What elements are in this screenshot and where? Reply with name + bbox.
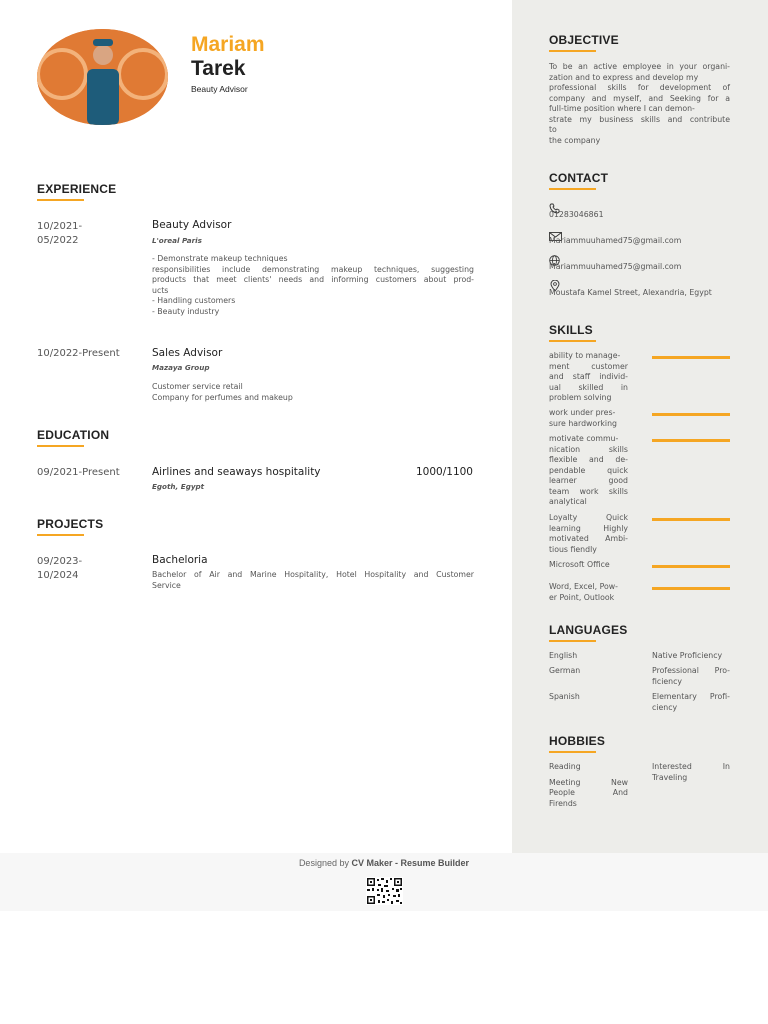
skill-line: Loyalty Quick [549, 513, 628, 522]
project-date [37, 555, 82, 583]
project-name: Bacheloria [152, 554, 208, 566]
skill-line: work under pres- [549, 408, 616, 417]
hobbies-heading: HOBBIES [549, 734, 606, 748]
language-2-name: German [549, 666, 581, 675]
description-line: - Demonstrate makeup techniques [152, 254, 288, 263]
skill-3 [549, 434, 628, 508]
experience-rule [37, 199, 84, 201]
experience-1-role: Beauty Advisor [152, 219, 232, 231]
skill-1 [549, 351, 628, 404]
footer-prefix: Designed by [298, 858, 349, 868]
skill-line: ment customer [549, 361, 628, 371]
skills-rule [549, 340, 596, 342]
language-3-level [652, 692, 730, 713]
experience-1-description [152, 254, 474, 317]
experience-2-date: 10/2022-Present [37, 348, 120, 359]
education-rule [37, 445, 84, 447]
footer-credit [0, 858, 768, 868]
skill-line: motivated Ambi- [549, 534, 628, 543]
skill-line: ability to manage- [549, 351, 621, 360]
skill-line: er Point, Outlook [549, 592, 615, 602]
skill-line: learning Highly [549, 523, 628, 533]
description-line: products that meet clients' needs and informing customers about prod- [152, 275, 474, 284]
language-3-name: Spanish [549, 692, 580, 701]
skill-line: team work skills [549, 486, 628, 496]
description-line: - Handling customers [152, 296, 236, 305]
profile-illustration [37, 29, 168, 125]
level-line: ficiency [652, 676, 683, 686]
objective-rule [549, 50, 596, 52]
objective-text [549, 62, 730, 146]
skill-bar [652, 356, 730, 359]
first-name: Mariam [191, 33, 265, 56]
project-description [152, 570, 474, 591]
skills-heading: SKILLS [549, 323, 593, 337]
contact-address: Moustafa Kamel Street, Alexandria, Egypt [549, 288, 712, 297]
hobby-line: Traveling [652, 772, 688, 782]
description-line: Customer service retail [152, 382, 243, 391]
hobbies-rule [549, 751, 596, 753]
contact-rule [549, 188, 596, 190]
last-name: Tarek [191, 57, 246, 80]
objective-line: zation and to express and develop my [549, 72, 699, 82]
description-line: Company for perfumes and makeup [152, 392, 293, 402]
hobby-line: People And [549, 788, 628, 797]
language-2-level [652, 666, 730, 687]
skill-5: Microsoft Office [549, 560, 610, 569]
skill-2 [549, 408, 628, 429]
hobby-line: Interested In [652, 762, 730, 771]
hobbies-col-1 [549, 762, 628, 809]
skill-line: ual skilled in [549, 382, 628, 392]
education-school: Airlines and seaways hospitality [152, 466, 321, 478]
hobby-line: Reading [549, 762, 581, 771]
objective-line: To be an active employee in your organi- [549, 62, 730, 71]
skill-line: pendable quick [549, 465, 628, 475]
contact-website[interactable]: Mariammuuhamed75@gmail.com [549, 262, 682, 271]
language-1-name: English [549, 651, 578, 660]
experience-heading: EXPERIENCE [37, 182, 117, 196]
date-line: 10/2021- [37, 221, 83, 232]
experience-2-role: Sales Advisor [152, 347, 223, 359]
projects-heading: PROJECTS [37, 517, 104, 531]
hobby-line: Firends [549, 798, 577, 808]
experience-2-description [152, 382, 474, 403]
education-location: Egoth, Egypt [152, 482, 205, 491]
description-line: Bachelor of Air and Marine Hospitality, Hotel Hospitality and Customer [152, 570, 474, 579]
date-line: 05/2022 [37, 235, 79, 246]
objective-heading: OBJECTIVE [549, 33, 619, 47]
languages-heading: LANGUAGES [549, 623, 628, 637]
skill-line: learner good [549, 476, 628, 485]
skill-line: and staff individ- [549, 372, 628, 381]
qr-code-icon[interactable] [366, 877, 403, 909]
experience-1-date [37, 220, 82, 248]
experience-2-company: Mazaya Group [152, 363, 210, 372]
skill-4 [549, 513, 628, 555]
date-line: 10/2024 [37, 570, 79, 581]
footer-brand-link[interactable]: CV Maker - Resume Builder [351, 858, 470, 868]
projects-rule [37, 534, 84, 536]
hobbies-col-2 [652, 762, 730, 783]
objective-line: company and myself, and Seeking for a [549, 93, 730, 103]
objective-line: full-time position where I can demon- [549, 104, 695, 113]
profile-photo [37, 29, 168, 125]
skill-line: sure hardworking [549, 418, 617, 428]
skill-line: nication skills [549, 444, 628, 454]
education-score: 1000/1100 [416, 466, 473, 478]
level-line: Elementary Profi- [652, 692, 730, 701]
job-title: Beauty Advisor [191, 84, 248, 94]
description-line: responsibilities include demonstrating makeup techniques, suggesting [152, 264, 474, 274]
skill-bar [652, 587, 730, 590]
skill-line: flexible and de- [549, 455, 628, 464]
description-line: - Beauty industry [152, 306, 220, 316]
education-heading: EDUCATION [37, 428, 110, 442]
date-line: 09/2023- [37, 556, 83, 567]
footer [0, 853, 768, 911]
skill-bar [652, 565, 730, 568]
hobby-line: Meeting New [549, 777, 628, 787]
objective-line: professional skills for development of [549, 83, 730, 92]
language-1-level: Native Proficiency [652, 651, 723, 660]
skill-6 [549, 582, 628, 603]
skill-bar [652, 413, 730, 416]
description-line: ucts [152, 285, 169, 295]
experience-1-company: L'oreal Paris [152, 236, 202, 245]
objective-line: strate my business skills and contribute [549, 114, 730, 124]
contact-heading: CONTACT [549, 171, 609, 185]
description-line: Service [152, 580, 181, 590]
skill-bar [652, 518, 730, 521]
skill-line: motivate commu- [549, 434, 619, 443]
objective-line: the company [549, 135, 601, 145]
education-date: 09/2021-Present [37, 467, 120, 478]
skill-line: problem solving [549, 393, 612, 402]
skill-line: analytical [549, 497, 587, 506]
languages-rule [549, 640, 596, 642]
contact-phone[interactable]: 01283046861 [549, 210, 604, 219]
level-line: ciency [652, 702, 678, 712]
objective-line: to [549, 125, 557, 134]
skill-bar [652, 439, 730, 442]
contact-email[interactable]: Mariammuuhamed75@gmail.com [549, 236, 682, 245]
skill-line: tious fiendly [549, 544, 597, 554]
level-line: Professional Pro- [652, 666, 730, 675]
skill-line: Word, Excel, Pow- [549, 582, 618, 591]
